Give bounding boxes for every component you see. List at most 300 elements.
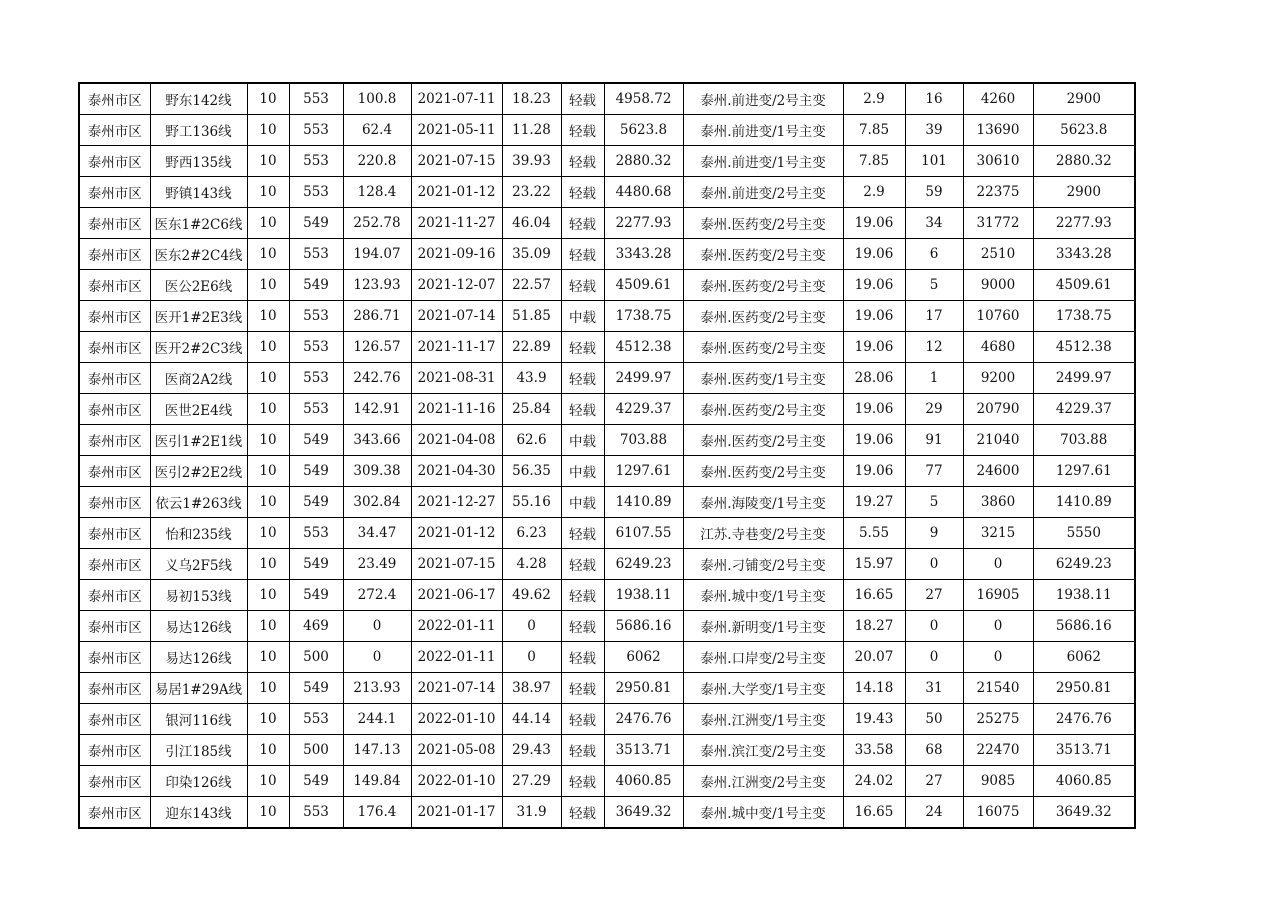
cell-voltage: 10 <box>247 208 289 239</box>
cell-voltage: 10 <box>247 425 289 456</box>
cell-available-capacity: 2499.97 <box>1033 363 1135 394</box>
cell-load-current: 220.8 <box>343 146 411 177</box>
cell-transformer-load-rate: 33.58 <box>843 735 905 766</box>
cell-area: 泰州市区 <box>79 766 150 797</box>
cell-date: 2021-07-14 <box>411 673 502 704</box>
table-row <box>79 239 1135 270</box>
cell-load-current: 34.47 <box>343 518 411 549</box>
cell-rated-current: 549 <box>289 487 343 518</box>
cell-area: 泰州市区 <box>79 425 150 456</box>
cell-user-count: 59 <box>905 177 963 208</box>
cell-voltage: 10 <box>247 239 289 270</box>
cell-transformer-load-rate: 19.06 <box>843 208 905 239</box>
cell-user-count: 27 <box>905 580 963 611</box>
cell-user-count: 0 <box>905 642 963 673</box>
cell-transformer-load-rate: 5.55 <box>843 518 905 549</box>
cell-load-current: 149.84 <box>343 766 411 797</box>
cell-transformer-load-rate: 19.27 <box>843 487 905 518</box>
cell-capacity: 22470 <box>963 735 1033 766</box>
cell-transformer: 泰州.医药变/1号主变 <box>683 363 843 394</box>
table-row <box>79 425 1135 456</box>
cell-transformer: 泰州.海陵变/1号主变 <box>683 487 843 518</box>
cell-load-current: 126.57 <box>343 332 411 363</box>
cell-rated-current: 553 <box>289 797 343 829</box>
cell-transformer: 泰州.医药变/2号主变 <box>683 332 843 363</box>
cell-load-status: 中载 <box>561 487 604 518</box>
cell-load-status: 轻载 <box>561 83 604 115</box>
cell-load-current: 147.13 <box>343 735 411 766</box>
cell-area: 泰州市区 <box>79 332 150 363</box>
cell-available-capacity: 2277.93 <box>1033 208 1135 239</box>
cell-load-status: 轻载 <box>561 363 604 394</box>
cell-capacity: 4680 <box>963 332 1033 363</box>
cell-spare-capacity: 5686.16 <box>604 611 683 642</box>
cell-load-status: 轻载 <box>561 239 604 270</box>
cell-spare-capacity: 1738.75 <box>604 301 683 332</box>
cell-transformer: 泰州.大学变/1号主变 <box>683 673 843 704</box>
cell-area: 泰州市区 <box>79 673 150 704</box>
cell-line-name: 医世2E4线 <box>150 394 247 425</box>
cell-transformer-load-rate: 19.43 <box>843 704 905 735</box>
cell-rated-current: 553 <box>289 363 343 394</box>
cell-transformer: 泰州.前进变/1号主变 <box>683 146 843 177</box>
cell-transformer-load-rate: 20.07 <box>843 642 905 673</box>
cell-capacity: 16905 <box>963 580 1033 611</box>
cell-available-capacity: 703.88 <box>1033 425 1135 456</box>
cell-transformer: 泰州.江洲变/1号主变 <box>683 704 843 735</box>
cell-load-current: 213.93 <box>343 673 411 704</box>
cell-load-status: 轻载 <box>561 735 604 766</box>
cell-load-current: 343.66 <box>343 425 411 456</box>
cell-load-rate: 49.62 <box>502 580 561 611</box>
table-row <box>79 673 1135 704</box>
cell-spare-capacity: 4229.37 <box>604 394 683 425</box>
cell-load-rate: 0 <box>502 611 561 642</box>
cell-area: 泰州市区 <box>79 115 150 146</box>
cell-transformer-load-rate: 2.9 <box>843 177 905 208</box>
cell-capacity: 0 <box>963 611 1033 642</box>
cell-user-count: 101 <box>905 146 963 177</box>
cell-load-current: 128.4 <box>343 177 411 208</box>
cell-spare-capacity: 4958.72 <box>604 83 683 115</box>
cell-transformer: 泰州.城中变/1号主变 <box>683 797 843 829</box>
cell-voltage: 10 <box>247 518 289 549</box>
cell-load-rate: 22.89 <box>502 332 561 363</box>
cell-spare-capacity: 4060.85 <box>604 766 683 797</box>
table-row <box>79 456 1135 487</box>
cell-load-current: 142.91 <box>343 394 411 425</box>
cell-transformer-load-rate: 19.06 <box>843 425 905 456</box>
cell-date: 2021-05-11 <box>411 115 502 146</box>
cell-rated-current: 549 <box>289 208 343 239</box>
cell-transformer-load-rate: 14.18 <box>843 673 905 704</box>
cell-rated-current: 553 <box>289 177 343 208</box>
cell-transformer-load-rate: 18.27 <box>843 611 905 642</box>
cell-rated-current: 553 <box>289 332 343 363</box>
cell-load-rate: 29.43 <box>502 735 561 766</box>
cell-spare-capacity: 703.88 <box>604 425 683 456</box>
cell-user-count: 77 <box>905 456 963 487</box>
cell-spare-capacity: 4509.61 <box>604 270 683 301</box>
cell-voltage: 10 <box>247 394 289 425</box>
cell-rated-current: 553 <box>289 394 343 425</box>
cell-rated-current: 553 <box>289 146 343 177</box>
cell-capacity: 0 <box>963 549 1033 580</box>
cell-capacity: 9000 <box>963 270 1033 301</box>
cell-spare-capacity: 3649.32 <box>604 797 683 829</box>
cell-available-capacity: 1738.75 <box>1033 301 1135 332</box>
cell-user-count: 31 <box>905 673 963 704</box>
cell-voltage: 10 <box>247 332 289 363</box>
cell-line-name: 野镇143线 <box>150 177 247 208</box>
cell-voltage: 10 <box>247 797 289 829</box>
cell-load-rate: 38.97 <box>502 673 561 704</box>
cell-area: 泰州市区 <box>79 177 150 208</box>
cell-voltage: 10 <box>247 177 289 208</box>
cell-load-current: 0 <box>343 611 411 642</box>
cell-line-name: 易达126线 <box>150 642 247 673</box>
cell-load-status: 轻载 <box>561 270 604 301</box>
cell-capacity: 24600 <box>963 456 1033 487</box>
cell-rated-current: 553 <box>289 83 343 115</box>
cell-load-rate: 55.16 <box>502 487 561 518</box>
cell-area: 泰州市区 <box>79 487 150 518</box>
cell-load-current: 194.07 <box>343 239 411 270</box>
cell-transformer-load-rate: 19.06 <box>843 270 905 301</box>
cell-spare-capacity: 1297.61 <box>604 456 683 487</box>
cell-transformer-load-rate: 19.06 <box>843 301 905 332</box>
table-row <box>79 549 1135 580</box>
table-row <box>79 177 1135 208</box>
cell-spare-capacity: 6062 <box>604 642 683 673</box>
cell-load-rate: 11.28 <box>502 115 561 146</box>
table-row <box>79 270 1135 301</box>
table-row <box>79 766 1135 797</box>
cell-voltage: 10 <box>247 146 289 177</box>
cell-line-name: 野西135线 <box>150 146 247 177</box>
cell-available-capacity: 1410.89 <box>1033 487 1135 518</box>
cell-capacity: 21040 <box>963 425 1033 456</box>
cell-line-name: 医公2E6线 <box>150 270 247 301</box>
cell-rated-current: 549 <box>289 580 343 611</box>
cell-user-count: 16 <box>905 83 963 115</box>
cell-available-capacity: 5550 <box>1033 518 1135 549</box>
cell-date: 2021-09-16 <box>411 239 502 270</box>
cell-transformer: 泰州.江洲变/2号主变 <box>683 766 843 797</box>
cell-available-capacity: 1297.61 <box>1033 456 1135 487</box>
cell-area: 泰州市区 <box>79 580 150 611</box>
cell-date: 2021-11-16 <box>411 394 502 425</box>
cell-capacity: 9085 <box>963 766 1033 797</box>
cell-load-status: 中载 <box>561 425 604 456</box>
cell-load-rate: 46.04 <box>502 208 561 239</box>
cell-transformer: 泰州.医药变/2号主变 <box>683 456 843 487</box>
cell-line-name: 易居1#29A线 <box>150 673 247 704</box>
cell-voltage: 10 <box>247 766 289 797</box>
cell-area: 泰州市区 <box>79 642 150 673</box>
cell-transformer: 泰州.前进变/2号主变 <box>683 83 843 115</box>
cell-user-count: 5 <box>905 270 963 301</box>
cell-date: 2022-01-11 <box>411 642 502 673</box>
cell-voltage: 10 <box>247 487 289 518</box>
cell-capacity: 9200 <box>963 363 1033 394</box>
cell-load-status: 轻载 <box>561 642 604 673</box>
cell-date: 2021-07-15 <box>411 146 502 177</box>
cell-transformer: 泰州.医药变/2号主变 <box>683 239 843 270</box>
cell-load-status: 轻载 <box>561 146 604 177</box>
cell-transformer: 泰州.医药变/2号主变 <box>683 208 843 239</box>
cell-transformer-load-rate: 19.06 <box>843 456 905 487</box>
cell-transformer: 泰州.口岸变/2号主变 <box>683 642 843 673</box>
cell-user-count: 0 <box>905 611 963 642</box>
cell-spare-capacity: 6107.55 <box>604 518 683 549</box>
cell-load-current: 123.93 <box>343 270 411 301</box>
cell-user-count: 68 <box>905 735 963 766</box>
table-row <box>79 115 1135 146</box>
cell-spare-capacity: 3513.71 <box>604 735 683 766</box>
cell-spare-capacity: 3343.28 <box>604 239 683 270</box>
cell-load-status: 轻载 <box>561 394 604 425</box>
cell-rated-current: 549 <box>289 549 343 580</box>
cell-load-rate: 56.35 <box>502 456 561 487</box>
table-row <box>79 518 1135 549</box>
cell-load-status: 轻载 <box>561 549 604 580</box>
cell-transformer: 泰州.医药变/2号主变 <box>683 425 843 456</box>
cell-load-status: 中载 <box>561 301 604 332</box>
cell-available-capacity: 5686.16 <box>1033 611 1135 642</box>
cell-line-name: 医开2#2C3线 <box>150 332 247 363</box>
cell-voltage: 10 <box>247 704 289 735</box>
cell-line-name: 义乌2F5线 <box>150 549 247 580</box>
cell-date: 2021-04-08 <box>411 425 502 456</box>
cell-transformer: 泰州.新明变/1号主变 <box>683 611 843 642</box>
cell-load-status: 轻载 <box>561 611 604 642</box>
cell-line-name: 医开1#2E3线 <box>150 301 247 332</box>
cell-available-capacity: 4229.37 <box>1033 394 1135 425</box>
cell-rated-current: 553 <box>289 704 343 735</box>
cell-line-name: 易初153线 <box>150 580 247 611</box>
cell-voltage: 10 <box>247 611 289 642</box>
cell-available-capacity: 4512.38 <box>1033 332 1135 363</box>
cell-available-capacity: 2880.32 <box>1033 146 1135 177</box>
cell-date: 2021-12-27 <box>411 487 502 518</box>
cell-user-count: 9 <box>905 518 963 549</box>
cell-voltage: 10 <box>247 549 289 580</box>
cell-transformer-load-rate: 28.06 <box>843 363 905 394</box>
data-table <box>78 82 1136 829</box>
cell-rated-current: 553 <box>289 239 343 270</box>
cell-voltage: 10 <box>247 642 289 673</box>
cell-voltage: 10 <box>247 673 289 704</box>
cell-voltage: 10 <box>247 270 289 301</box>
cell-capacity: 31772 <box>963 208 1033 239</box>
cell-load-rate: 23.22 <box>502 177 561 208</box>
cell-date: 2021-06-17 <box>411 580 502 611</box>
cell-rated-current: 549 <box>289 456 343 487</box>
cell-load-status: 轻载 <box>561 704 604 735</box>
cell-capacity: 30610 <box>963 146 1033 177</box>
cell-area: 泰州市区 <box>79 611 150 642</box>
cell-line-name: 怡和235线 <box>150 518 247 549</box>
cell-voltage: 10 <box>247 363 289 394</box>
cell-area: 泰州市区 <box>79 797 150 829</box>
cell-load-status: 轻载 <box>561 115 604 146</box>
cell-line-name: 医商2A2线 <box>150 363 247 394</box>
cell-rated-current: 553 <box>289 301 343 332</box>
cell-area: 泰州市区 <box>79 208 150 239</box>
cell-load-rate: 43.9 <box>502 363 561 394</box>
cell-user-count: 29 <box>905 394 963 425</box>
cell-line-name: 印染126线 <box>150 766 247 797</box>
cell-load-status: 中载 <box>561 456 604 487</box>
cell-transformer-load-rate: 24.02 <box>843 766 905 797</box>
cell-available-capacity: 2900 <box>1033 177 1135 208</box>
cell-voltage: 10 <box>247 301 289 332</box>
cell-capacity: 2510 <box>963 239 1033 270</box>
cell-area: 泰州市区 <box>79 704 150 735</box>
cell-spare-capacity: 4512.38 <box>604 332 683 363</box>
cell-spare-capacity: 2880.32 <box>604 146 683 177</box>
cell-load-rate: 25.84 <box>502 394 561 425</box>
cell-transformer: 泰州.刁铺变/2号主变 <box>683 549 843 580</box>
cell-load-current: 252.78 <box>343 208 411 239</box>
table-row <box>79 735 1135 766</box>
cell-user-count: 34 <box>905 208 963 239</box>
cell-load-rate: 22.57 <box>502 270 561 301</box>
cell-date: 2021-04-30 <box>411 456 502 487</box>
cell-load-status: 轻载 <box>561 518 604 549</box>
table-row <box>79 487 1135 518</box>
cell-transformer: 泰州.前进变/1号主变 <box>683 115 843 146</box>
cell-area: 泰州市区 <box>79 518 150 549</box>
cell-available-capacity: 6062 <box>1033 642 1135 673</box>
cell-line-name: 野东142线 <box>150 83 247 115</box>
cell-spare-capacity: 1410.89 <box>604 487 683 518</box>
cell-rated-current: 553 <box>289 115 343 146</box>
cell-area: 泰州市区 <box>79 270 150 301</box>
cell-area: 泰州市区 <box>79 363 150 394</box>
cell-load-current: 23.49 <box>343 549 411 580</box>
cell-capacity: 3215 <box>963 518 1033 549</box>
cell-transformer-load-rate: 19.06 <box>843 239 905 270</box>
table-row <box>79 146 1135 177</box>
cell-date: 2021-01-17 <box>411 797 502 829</box>
cell-user-count: 1 <box>905 363 963 394</box>
cell-date: 2021-07-14 <box>411 301 502 332</box>
table-row <box>79 611 1135 642</box>
cell-user-count: 91 <box>905 425 963 456</box>
cell-spare-capacity: 2277.93 <box>604 208 683 239</box>
cell-rated-current: 469 <box>289 611 343 642</box>
cell-capacity: 4260 <box>963 83 1033 115</box>
cell-transformer: 江苏.寺巷变/2号主变 <box>683 518 843 549</box>
cell-rated-current: 549 <box>289 673 343 704</box>
cell-capacity: 20790 <box>963 394 1033 425</box>
cell-rated-current: 500 <box>289 642 343 673</box>
cell-load-rate: 39.93 <box>502 146 561 177</box>
cell-load-status: 轻载 <box>561 177 604 208</box>
cell-load-rate: 35.09 <box>502 239 561 270</box>
cell-voltage: 10 <box>247 735 289 766</box>
cell-transformer: 泰州.医药变/2号主变 <box>683 394 843 425</box>
cell-rated-current: 549 <box>289 425 343 456</box>
cell-available-capacity: 3343.28 <box>1033 239 1135 270</box>
cell-voltage: 10 <box>247 115 289 146</box>
cell-date: 2021-01-12 <box>411 518 502 549</box>
cell-load-current: 286.71 <box>343 301 411 332</box>
cell-rated-current: 549 <box>289 766 343 797</box>
cell-user-count: 27 <box>905 766 963 797</box>
cell-spare-capacity: 6249.23 <box>604 549 683 580</box>
cell-line-name: 医引2#2E2线 <box>150 456 247 487</box>
cell-voltage: 10 <box>247 580 289 611</box>
cell-available-capacity: 2900 <box>1033 83 1135 115</box>
cell-voltage: 10 <box>247 83 289 115</box>
cell-transformer: 泰州.医药变/2号主变 <box>683 301 843 332</box>
cell-date: 2021-11-27 <box>411 208 502 239</box>
cell-area: 泰州市区 <box>79 735 150 766</box>
cell-transformer-load-rate: 16.65 <box>843 797 905 829</box>
table-row <box>79 580 1135 611</box>
cell-transformer-load-rate: 15.97 <box>843 549 905 580</box>
cell-available-capacity: 3649.32 <box>1033 797 1135 829</box>
cell-spare-capacity: 2950.81 <box>604 673 683 704</box>
cell-capacity: 3860 <box>963 487 1033 518</box>
cell-spare-capacity: 2499.97 <box>604 363 683 394</box>
cell-spare-capacity: 2476.76 <box>604 704 683 735</box>
cell-capacity: 16075 <box>963 797 1033 829</box>
cell-load-status: 轻载 <box>561 797 604 829</box>
cell-transformer-load-rate: 7.85 <box>843 146 905 177</box>
cell-load-rate: 51.85 <box>502 301 561 332</box>
cell-area: 泰州市区 <box>79 301 150 332</box>
cell-date: 2021-01-12 <box>411 177 502 208</box>
cell-line-name: 医东2#2C4线 <box>150 239 247 270</box>
cell-load-current: 272.4 <box>343 580 411 611</box>
cell-load-current: 242.76 <box>343 363 411 394</box>
cell-date: 2021-12-07 <box>411 270 502 301</box>
cell-date: 2021-07-11 <box>411 83 502 115</box>
cell-line-name: 医引1#2E1线 <box>150 425 247 456</box>
cell-load-status: 轻载 <box>561 766 604 797</box>
cell-transformer-load-rate: 2.9 <box>843 83 905 115</box>
table-row <box>79 208 1135 239</box>
cell-load-current: 100.8 <box>343 83 411 115</box>
cell-load-rate: 4.28 <box>502 549 561 580</box>
cell-spare-capacity: 5623.8 <box>604 115 683 146</box>
cell-load-current: 176.4 <box>343 797 411 829</box>
table-row <box>79 642 1135 673</box>
table-body <box>79 83 1135 828</box>
cell-load-rate: 31.9 <box>502 797 561 829</box>
cell-transformer-load-rate: 19.06 <box>843 332 905 363</box>
cell-load-rate: 18.23 <box>502 83 561 115</box>
cell-available-capacity: 2950.81 <box>1033 673 1135 704</box>
cell-load-rate: 44.14 <box>502 704 561 735</box>
cell-transformer-load-rate: 19.06 <box>843 394 905 425</box>
cell-capacity: 22375 <box>963 177 1033 208</box>
cell-load-rate: 6.23 <box>502 518 561 549</box>
cell-available-capacity: 1938.11 <box>1033 580 1135 611</box>
cell-date: 2022-01-10 <box>411 766 502 797</box>
cell-line-name: 依云1#263线 <box>150 487 247 518</box>
cell-voltage: 10 <box>247 456 289 487</box>
cell-capacity: 0 <box>963 642 1033 673</box>
cell-transformer: 泰州.医药变/2号主变 <box>683 270 843 301</box>
cell-date: 2022-01-10 <box>411 704 502 735</box>
table-row <box>79 704 1135 735</box>
cell-load-rate: 62.6 <box>502 425 561 456</box>
